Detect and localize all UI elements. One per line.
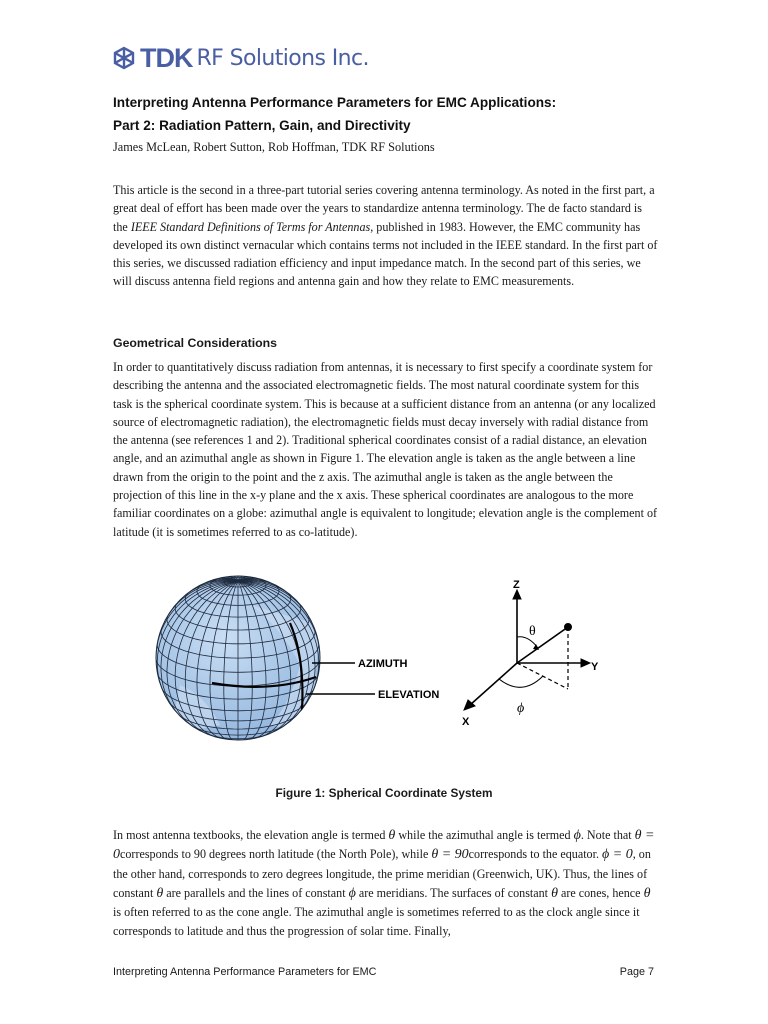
theta-inline: θ	[551, 885, 558, 901]
axis-x-label: X	[462, 716, 470, 728]
phi-inline: ϕ	[573, 828, 581, 843]
figure-graphic	[150, 565, 630, 745]
closing-text: corresponds to the equator.	[468, 847, 603, 862]
closing-text: . Note that	[580, 828, 635, 842]
closing-text: while the azimuthal angle is termed	[395, 828, 574, 842]
article-authors: James McLean, Robert Sutton, Rob Hoffman, TDK RF Solutions	[113, 140, 435, 154]
theta-inline: θ	[643, 885, 651, 901]
intro-text-2: published in 1983. However, the EMC community has developed its own distinct vernacular which contains terms not included in the IEEE standard. In the first part of this series, we discussed radiation efficiency and input impedance match. In the second part of this series, we will discuss antenna field regions and antenna gain and how they relate to EMC measurements.	[113, 219, 658, 289]
theta-inline: θ	[388, 828, 396, 843]
section-body-paragraph: In order to quantitatively discuss radiation from antennas, it is necessary to first specify a coordinate system for describing the antenna and the associated electromagnetic fields. The most natural coordinate system for this task is the spherical coordinate system. This is because at a sufficient distance from an antenna (or any localized source of electromagnetic radiation), the electromagnetic fields must decay inversely with radial distance from the antenna (see references 1 and 2). Traditional spherical coordinates consist of a radial distance, an elevation angle, and an azimuthal angle as shown in Figure 1. The elevation angle is taken as the angle between a line drawn from the origin to the point and the z axis. The azimuthal angle is taken as the angle between the projection of this line in the x-y plane and the x axis. These spherical coordinates are analogous to the more familiar coordinates on a globe: azimuthal angle is equivalent to longitude; elevation angle is the complement of latitude (it is sometimes referred to as co-latitude).	[113, 360, 658, 539]
theta-symbol: θ	[529, 624, 536, 639]
axis-y-label: Y	[591, 661, 599, 673]
logo-brand-text: TDK	[140, 42, 193, 73]
closing-text: are cones, hence	[557, 885, 644, 900]
article-title-line-2: Part 2: Radiation Pattern, Gain, and Directivity	[113, 118, 411, 133]
footer-page-number: Page 7	[619, 966, 654, 978]
azimuth-label: AZIMUTH	[358, 658, 408, 670]
phi-inline: ϕ	[348, 885, 356, 901]
closing-text: corresponds to 90 degrees north latitude (the North Pole), while	[120, 847, 432, 862]
axes-diagram	[464, 590, 590, 710]
equation-theta-ninety: θ = 90	[431, 847, 469, 863]
closing-text: are meridians. The surfaces of constant	[355, 885, 552, 900]
article-title-line-1: Interpreting Antenna Performance Parameters for EMC Applications:	[113, 95, 557, 110]
phi-symbol: ϕ	[517, 701, 525, 716]
closing-paragraph	[113, 826, 658, 942]
globe-image	[156, 576, 320, 740]
axis-z-label: Z	[513, 579, 520, 591]
tdk-logo-mark-icon	[112, 46, 136, 70]
equation-theta-zero: θ = 0	[113, 828, 655, 863]
closing-text: is often referred to as the cone angle. The azimuthal angle is sometimes referred to as the clock angle since it corresponds to latitude and thus the progression of solar time. Finally,	[113, 905, 640, 939]
closing-text: are parallels and the lines of constant	[163, 885, 349, 900]
closing-text: , on the other hand, corresponds to zero degrees longitude, the prime meridian (Greenwich, UK). Thus, the lines of constant	[113, 847, 651, 900]
elevation-label: ELEVATION	[378, 689, 440, 701]
ieee-standard-title: IEEE Standard Definitions of Terms for Antennas,	[130, 219, 374, 234]
closing-text: In most antenna textbooks, the elevation angle is termed	[113, 828, 389, 842]
intro-text-1: This article is the second in a three-part tutorial series covering antenna terminology. As noted in the first part, a great deal of effort has been made over the years to standardize antenna terminology. The de facto standard is the	[113, 183, 655, 234]
figure-spherical-coordinates	[150, 565, 630, 745]
logo-suffix-text: RF Solutions Inc.	[196, 45, 369, 71]
figure-caption: Figure 1: Spherical Coordinate System	[275, 786, 493, 800]
section-heading: Geometrical Considerations	[113, 336, 278, 350]
equation-phi-zero: ϕ = 0	[602, 847, 633, 863]
company-logo	[112, 40, 369, 76]
footer-running-title: Interpreting Antenna Performance Parameters for EMC	[113, 966, 377, 978]
intro-paragraph	[113, 181, 658, 291]
theta-inline: θ	[156, 885, 164, 901]
